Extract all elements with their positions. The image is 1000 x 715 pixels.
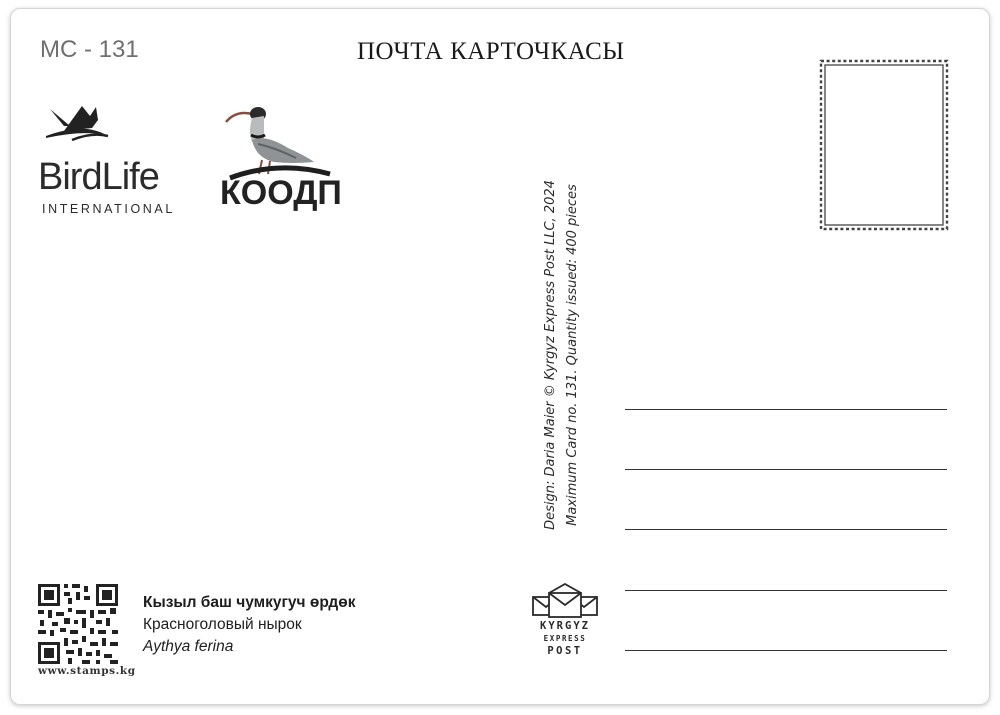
credits-line-quantity: Maximum Card no. 131. Quantity issued: 400 pieces	[565, 184, 580, 526]
species-names	[143, 592, 355, 658]
kep-line1: KYRGYZ	[540, 620, 590, 632]
birdlife-swift-icon	[38, 102, 190, 158]
address-line	[625, 650, 947, 651]
species-name-kyrgyz: Кызыл баш чумкугуч өрдөк	[143, 594, 356, 611]
envelope-icon	[531, 583, 599, 619]
species-name-latin: Aythya ferina	[143, 638, 234, 655]
species-name-russian: Красноголовый нырок	[143, 616, 302, 633]
address-line	[625, 469, 947, 470]
birdlife-wordmark: BirdLife	[38, 156, 159, 198]
credits-block	[540, 145, 592, 565]
kep-line2: EXPRESS	[543, 634, 587, 643]
qr-code-icon	[38, 584, 118, 664]
koodp-wordmark: КООДП	[220, 174, 342, 212]
address-line	[625, 409, 947, 410]
address-line	[625, 590, 947, 591]
address-line	[625, 529, 947, 530]
website-url: www.stamps.kg	[38, 665, 136, 677]
ibisbill-bird-icon	[218, 104, 340, 184]
stamp-placeholder	[818, 58, 950, 232]
birdlife-subtitle: INTERNATIONAL	[42, 202, 175, 216]
kyrgyz-express-post-logo	[531, 583, 599, 663]
card-code: MC - 131	[40, 36, 139, 63]
card-title: ПОЧТА КАРТОЧКАСЫ	[357, 38, 625, 65]
koodp-logo	[218, 104, 340, 216]
birdlife-logo	[38, 102, 190, 217]
credits-line-design: Design: Daria Maier © Kyrgyz Express Post LLC, 2024	[543, 180, 558, 530]
kep-line3: POST	[547, 645, 583, 657]
